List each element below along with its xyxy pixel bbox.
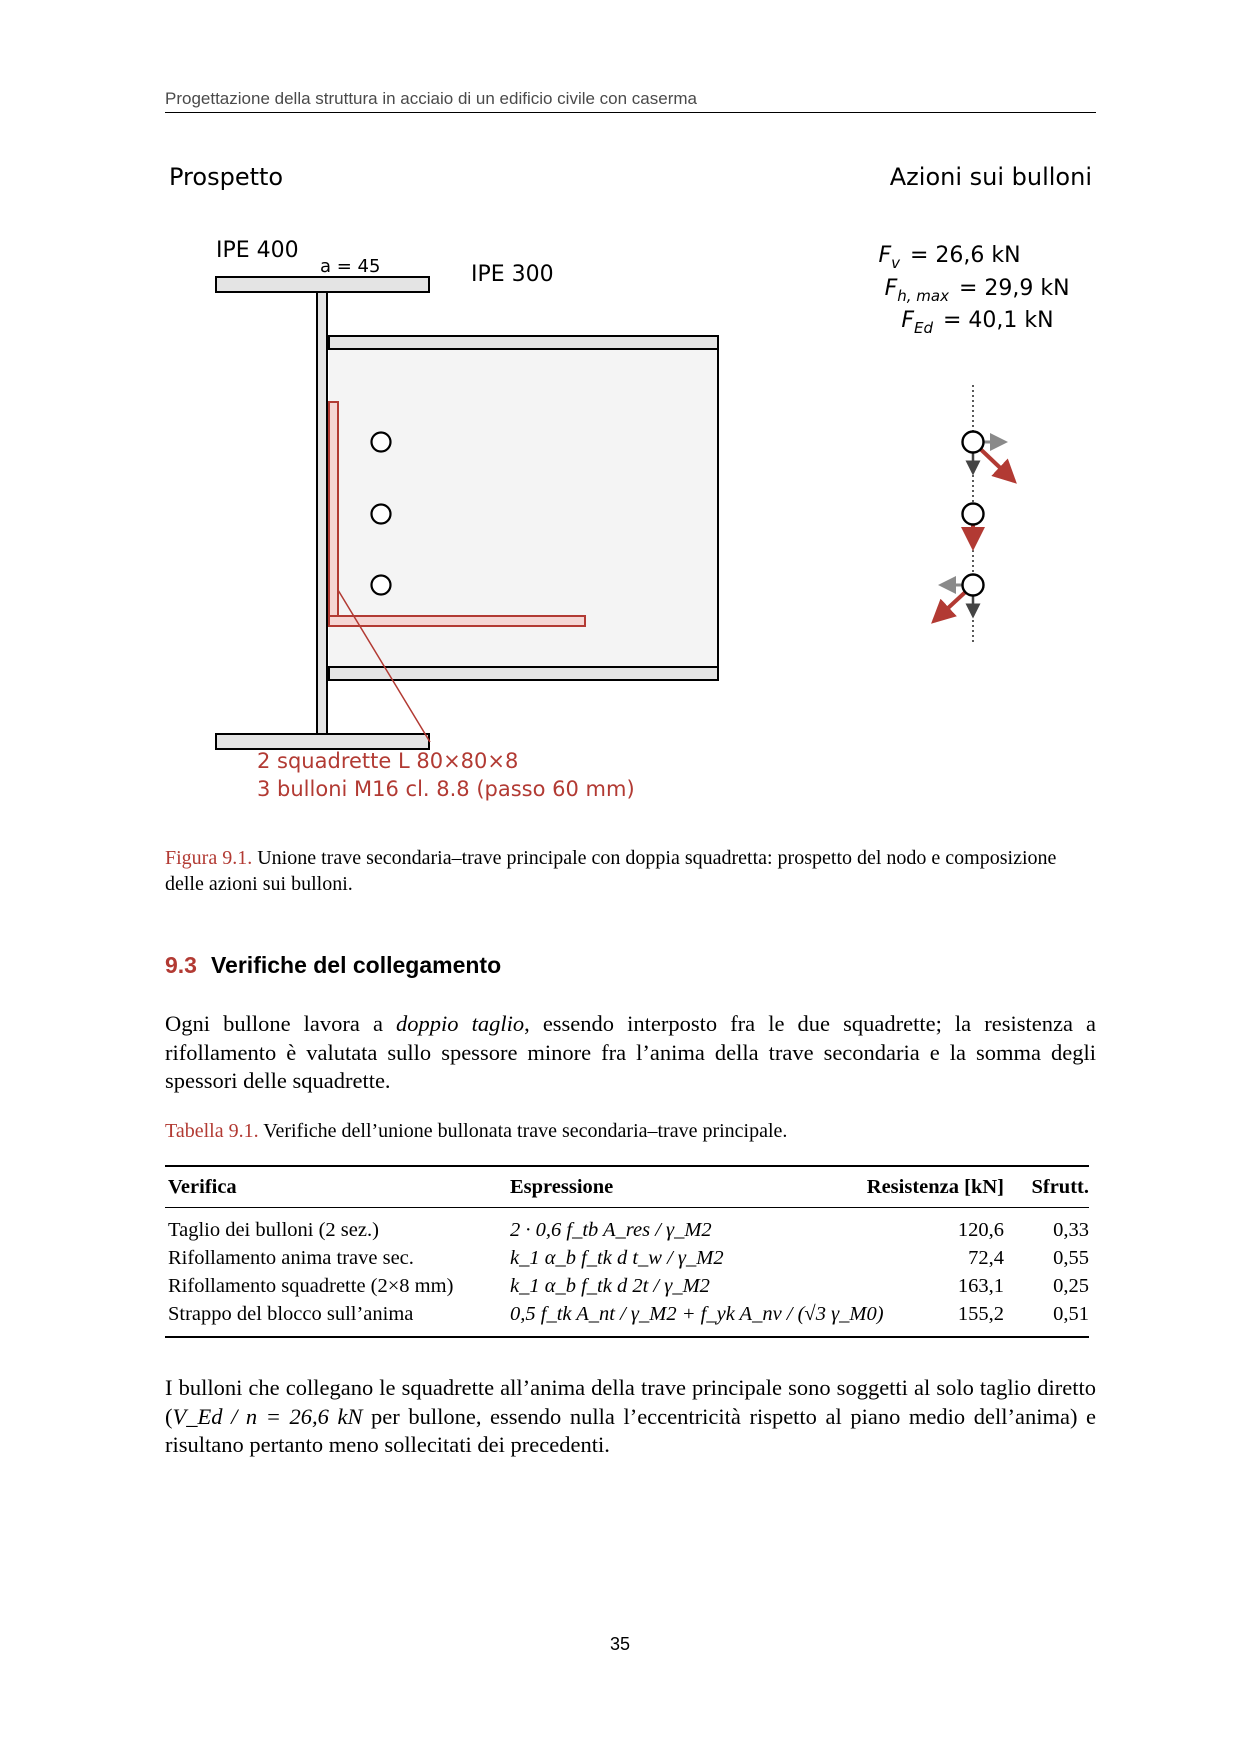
table-header-row [165,1167,1089,1207]
cell-verifica: Strappo del blocco sull’anima [168,1303,414,1325]
bolt-hole [372,433,391,452]
cell-sfrutt: 0,51 [1053,1303,1089,1325]
force-value-fv: = 26,6 kN [910,243,1021,268]
cell-sfrutt: 0,25 [1053,1275,1089,1297]
bolt-hole [372,505,391,524]
cell-resistenza: 72,4 [968,1247,1004,1269]
header-sfrutt: Sfrutt. [1031,1176,1089,1198]
force-symbol-fh: $F_{h, max}$ [884,276,949,305]
cell-espressione: 2 · 0,6 f_tb A_res / γ_M2 [510,1219,712,1241]
force-symbol-fed: $F_{Ed}$ [901,308,933,337]
paragraph-intro-text: Ogni bullone lavora a [165,1011,397,1036]
force-value-fh: = 29,9 kN [959,276,1070,301]
cell-verifica: Taglio dei bulloni (2 sez.) [168,1219,379,1241]
bolt-hole [372,576,391,595]
table-body [165,1208,1089,1336]
annotation-cleats: 2 squadrette L 80×80×8 [257,749,519,773]
section-title: Verifiche del collegamento [210,952,502,978]
bolt-circle [963,432,984,453]
header-rule [165,112,1096,113]
paragraph-conclusion-text: I bulloni che collegano le squadrette all’anima della trave principale sono soggetti al solo taglio diretto ( [165,1375,1096,1429]
cell-resistenza: 120,6 [957,1219,1004,1241]
connection-drawing [165,150,1096,820]
table-row [165,1245,1089,1273]
table-caption [165,1120,787,1143]
header-verifica: Verifica [168,1176,237,1198]
label-ipe400: IPE 400 [216,238,299,263]
table-row [165,1273,1089,1301]
paragraph-conclusion-text: per bullone, essendo nulla l’eccentricità rispetto al piano medio dell’anima) e risultano pertanto meno sollecitati dei precedenti. [165,1403,1097,1457]
cell-verifica: Rifollamento squadrette (2×8 mm) [168,1275,454,1297]
table-row [165,1301,1089,1329]
figure [165,150,1096,820]
cell-espressione: k_1 α_b f_tk d t_w / γ_M2 [510,1247,724,1269]
table-caption-text: Verifiche dell’unione bullonata trave secondaria–trave principale. [263,1120,788,1142]
paragraph-conclusion-formula: V_Ed / n = 26,6 kN [172,1403,363,1429]
cell-resistenza: 155,2 [957,1303,1004,1325]
figure-left-title: Prospetto [169,163,284,191]
annotation-bolts: 3 bulloni M16 cl. 8.8 (passo 60 mm) [257,777,635,801]
force-values [878,243,1069,337]
force-value-fed: = 40,1 kN [943,308,1054,333]
running-header: Progettazione della struttura in acciaio di un edificio civile con caserma [165,89,697,108]
figure-caption-text: Unione trave secondaria–trave principale con doppia squadretta: prospetto del nodo e composizione delle azioni sui bulloni. [165,847,1057,895]
section-heading [165,952,501,979]
cell-espressione: k_1 α_b f_tk d 2t / γ_M2 [510,1275,710,1297]
cell-sfrutt: 0,33 [1053,1219,1089,1241]
force-symbol-fv: $F_v$ [878,243,900,272]
paragraph-intro-text: , essendo interposto fra le due squadrette; la resistenza a rifollamento è valutata sullo spessore minore fra l’anima della trave secondaria e la somma degli spessori delle squadrette. [165,1011,1096,1093]
paragraph-intro-emphasis: doppio taglio [396,1011,525,1036]
label-gap: a = 45 [320,256,381,277]
bolt-force-diagram [934,385,1014,645]
paragraph-intro [165,1010,1096,1096]
bolt-circle [963,575,984,596]
page-number: 35 [609,1634,631,1654]
figure-caption-label: Figura 9.1. [165,847,253,869]
label-ipe300: IPE 300 [471,262,554,287]
bolt-circle [963,504,984,525]
figure-caption [165,845,1096,897]
cell-verifica: Rifollamento anima trave sec. [168,1247,414,1269]
verification-table [165,1165,1089,1338]
section-number: 9.3 [165,952,197,978]
table-row [165,1217,1089,1245]
table-caption-label: Tabella 9.1. [165,1120,259,1142]
table-rule-bottom [165,1336,1089,1338]
paragraph-conclusion [165,1374,1096,1460]
cell-sfrutt: 0,55 [1053,1247,1089,1269]
header-resistenza: Resistenza [kN] [866,1176,1004,1198]
header-espressione: Espressione [510,1176,614,1198]
cell-espressione: 0,5 f_tk A_nt / γ_M2 + f_yk A_nv / (√3 γ_M0) [510,1303,884,1325]
figure-right-title: Azioni sui bulloni [889,163,1092,191]
cell-resistenza: 163,1 [957,1275,1004,1297]
